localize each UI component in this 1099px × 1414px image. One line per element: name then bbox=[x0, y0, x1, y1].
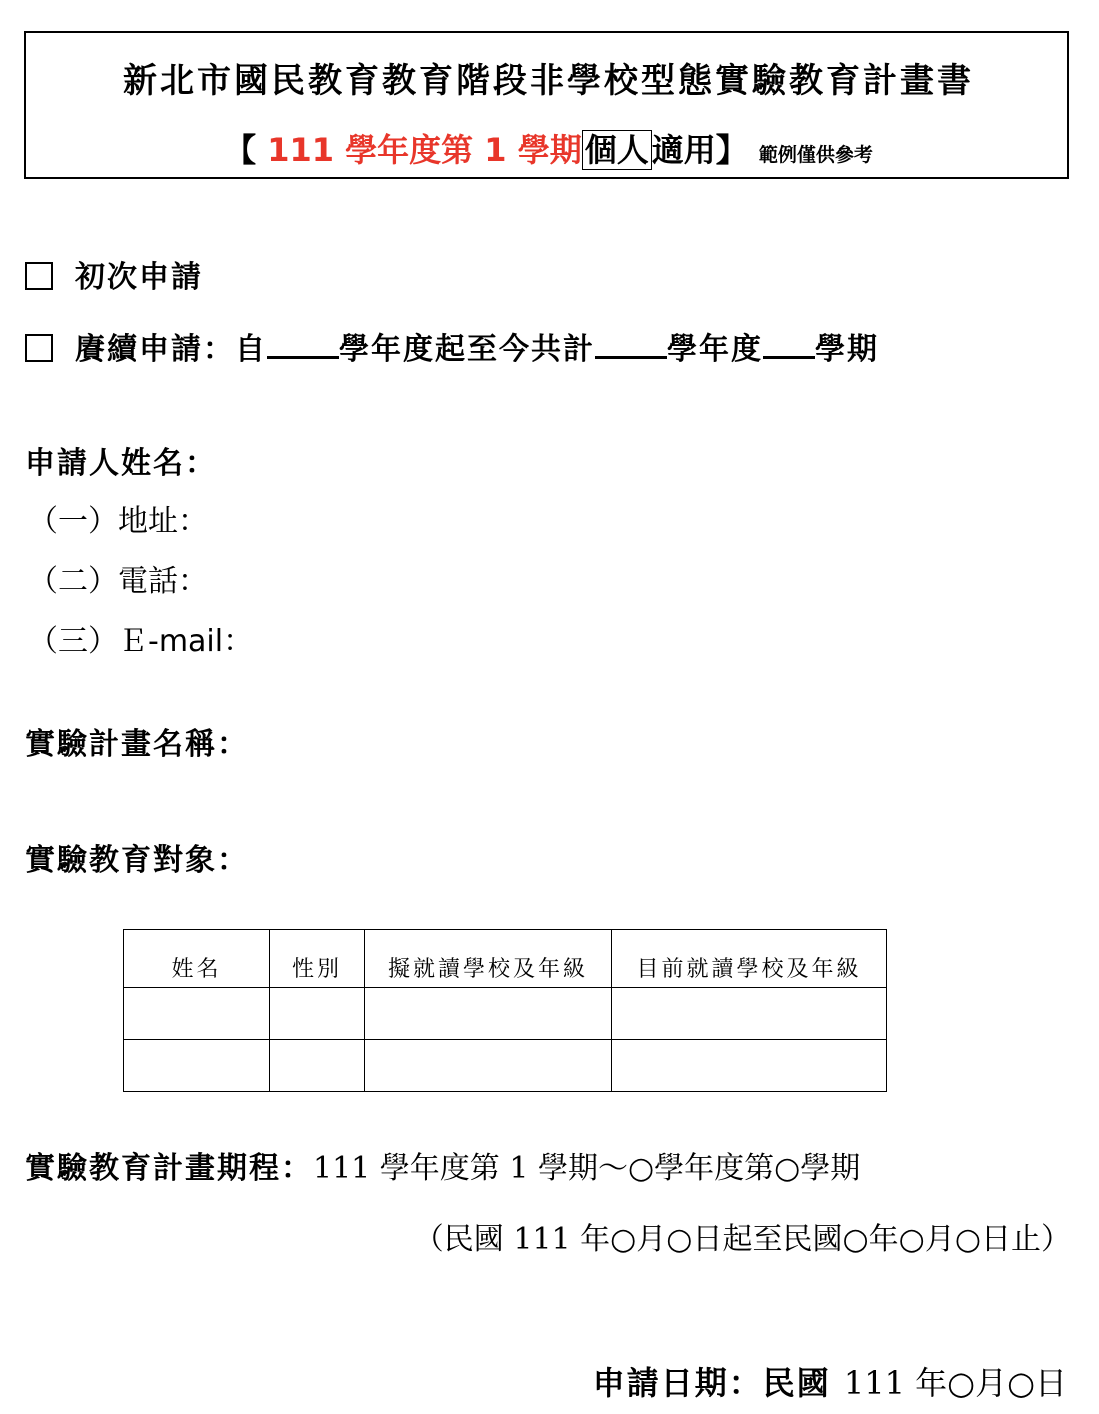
schedule-label: 實驗教育計畫期程： bbox=[25, 1151, 313, 1186]
applicant-name-label: 申請人姓名： bbox=[25, 446, 217, 481]
address-label: （一）地址： bbox=[28, 504, 208, 539]
cell-gender[interactable] bbox=[270, 1040, 365, 1092]
term-label: 111 學年度第 1 學期 bbox=[267, 131, 582, 169]
apply-date-line bbox=[593, 1358, 1067, 1404]
first-application-row bbox=[25, 252, 203, 296]
plan-name-label: 實驗計畫名稱： bbox=[25, 727, 249, 762]
document-title: 新北市國民教育教育階段非學校型態實驗教育計畫書 bbox=[123, 61, 974, 101]
table-header-row bbox=[124, 930, 887, 988]
bracket-close: 】 bbox=[715, 131, 748, 169]
schedule-line bbox=[25, 1143, 860, 1187]
schedule-range: （民國 111 年○月○日起至民國○年○月○日止） bbox=[413, 1222, 1071, 1257]
renew-application-row bbox=[25, 324, 879, 368]
header-name: 姓名 bbox=[124, 930, 270, 988]
applicant-type: 個人 bbox=[582, 130, 652, 170]
bracket-open: 【 bbox=[224, 131, 257, 169]
sample-note: 範例僅供參考 bbox=[758, 144, 873, 166]
applicable-label: 適用 bbox=[651, 131, 716, 169]
phone-label: （二）電話： bbox=[28, 564, 208, 599]
schedule-value: 111 學年度第 1 學期～○學年度第○學期 bbox=[313, 1151, 861, 1186]
renew-application-checkbox[interactable] bbox=[25, 334, 53, 362]
email-label bbox=[28, 616, 253, 660]
header-box bbox=[24, 31, 1069, 179]
cell-name[interactable] bbox=[124, 1040, 270, 1092]
target-label: 實驗教育對象： bbox=[25, 843, 249, 878]
first-application-checkbox[interactable] bbox=[25, 262, 53, 290]
total-years-blank[interactable] bbox=[595, 334, 667, 359]
table-row bbox=[124, 988, 887, 1040]
table-row bbox=[124, 1040, 887, 1092]
cell-current-school[interactable] bbox=[612, 1040, 887, 1092]
header-current-school: 目前就讀學校及年級 bbox=[612, 930, 887, 988]
students-table bbox=[123, 929, 887, 1092]
cell-name[interactable] bbox=[124, 988, 270, 1040]
first-application-label: 初次申請 bbox=[75, 260, 203, 295]
renew-end: 學期 bbox=[815, 332, 879, 367]
apply-date-value: 111 年○月○日 bbox=[843, 1364, 1067, 1402]
apply-date-label: 申請日期：民國 bbox=[592, 1364, 844, 1402]
cell-current-school[interactable] bbox=[612, 988, 887, 1040]
header-gender: 性別 bbox=[270, 930, 365, 988]
renew-mid2: 學年度 bbox=[667, 332, 763, 367]
header-intended-school: 擬就讀學校及年級 bbox=[365, 930, 612, 988]
renew-mid1: 學年度起至今共計 bbox=[339, 332, 595, 367]
renew-prefix: 賡續申請：自 bbox=[75, 332, 267, 367]
start-year-blank[interactable] bbox=[267, 334, 339, 359]
email-prefix: （三）Ｅ bbox=[28, 624, 148, 659]
email-suffix: -mail： bbox=[148, 624, 254, 659]
document-subtitle bbox=[26, 125, 1071, 171]
cell-gender[interactable] bbox=[270, 988, 365, 1040]
total-semesters-blank[interactable] bbox=[763, 334, 815, 359]
cell-intended-school[interactable] bbox=[365, 1040, 612, 1092]
cell-intended-school[interactable] bbox=[365, 988, 612, 1040]
